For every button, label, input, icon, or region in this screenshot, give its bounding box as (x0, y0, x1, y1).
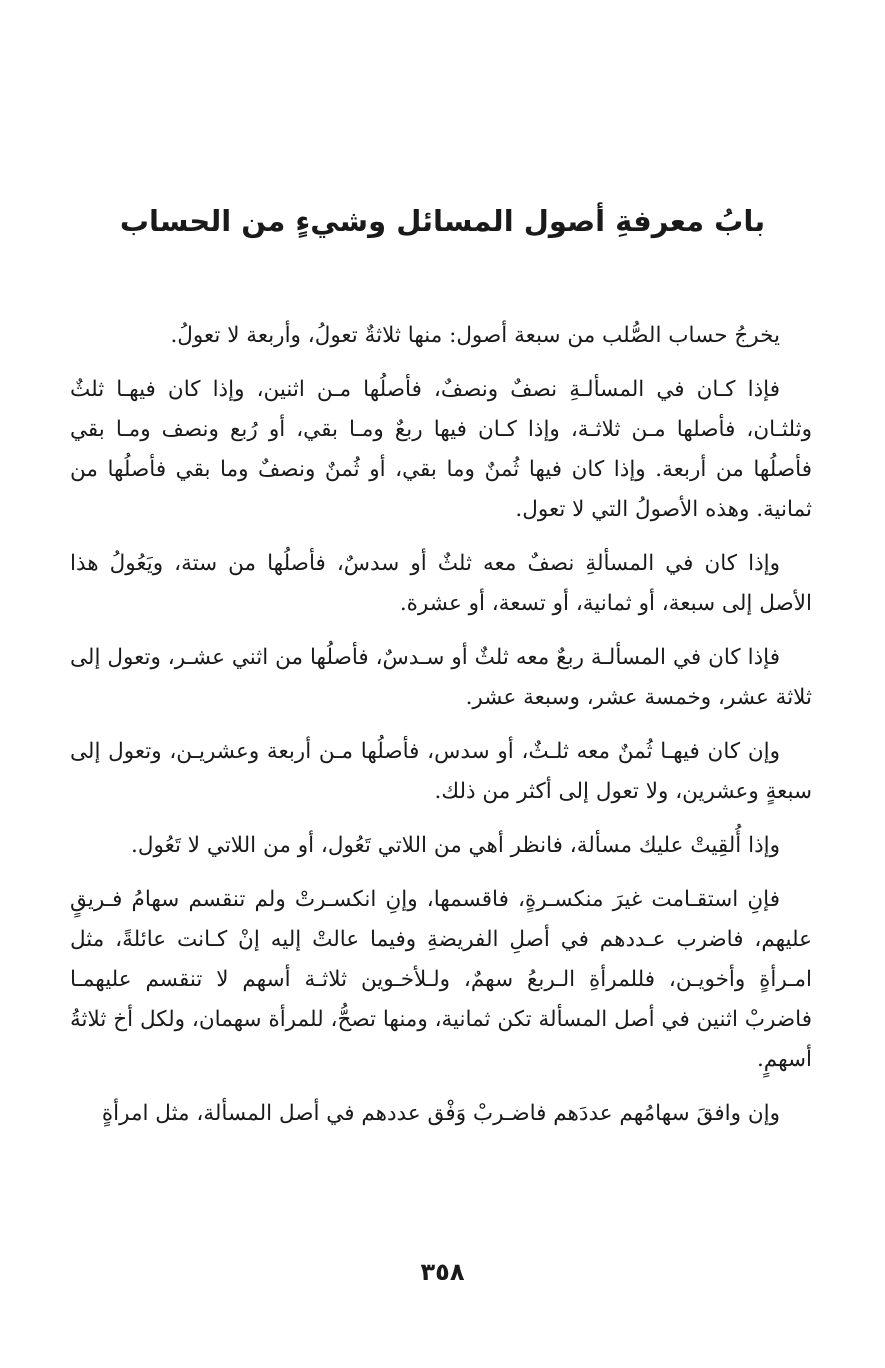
paragraph: يخرجُ حساب الصُّلب من سبعة أصول: منها ثلاثةٌ تعولُ، وأربعة لا تعولُ. (170, 323, 780, 348)
paragraph: وإن كان فيهـا ثُمنٌ معه ثلـثٌ، أو سدس، فأصلُها مـن أربعة وعشريـن، وتعول إلى سبعةٍ وعشرين، ولا تعول إلى أكثر من ذلك. (70, 739, 812, 804)
paragraph: وإن وافقَ سهامُهم عددَهم فاضـربْ وَفْق عددهم في أصل المسألة، مثل امرأةٍ (101, 1101, 780, 1126)
paragraph: وإذا كان في المسألةِ نصفٌ معه ثلثٌ أو سدسٌ، فأصلُها من ستة، ويَعُولُ هذا الأصل إلى سبعة، أو ثمانية، أو تسعة، أو عشرة. (70, 551, 812, 616)
paragraph: فإذا كان في المسألـة ربعٌ معه ثلثٌ أو سـدسٌ، فأصلُها من اثني عشـر، وتعول إلى ثلاثة عشر، وخمسة عشر، وسبعة عشر. (70, 645, 812, 710)
page-number: ٣٥٨ (420, 1258, 465, 1286)
paragraph: فإنِ استقـامت غيرَ منكسـرةٍ، فاقسمها، وإنِ انكسـرتْ ولم تنقسم سهامُ فـريقٍ عليهم، فاضرب عـددهم في أصلِ الفريضةِ وفيما عالتْ إليه إنْ كـانت عائلةً، مثل امـرأةٍ وأخويـن، فللمرأةِ الـربعُ سهمٌ، ولـلأخـوين ثلاثـة أسهم لا تنقسم عليهمـا فاضربْ اثنين في أصل المسألة تكن ثمانية، ومنها تصحُّ، للمرأة سهمان، ولكل أخ ثلاثةُ أسهمٍ. (70, 887, 812, 1072)
chapter-body (70, 316, 812, 1148)
chapter-title: بابُ معرفةِ أصول المسائل وشيءٍ من الحساب (119, 204, 766, 238)
paragraph: فإذا كـان في المسألـةِ نصفٌ ونصفٌ، فأصلُها مـن اثنين، وإذا كان فيهـا ثلثٌ وثلثـان، فأصلها مـن ثلاثـة، وإذا كـان فيها ربعٌ ومـا بقي، أو رُبع ونصف ومـا بقي فأصلُها من أربعة. وإذا كان فيها ثُمنٌ وما بقي، أو ثُمنٌ ونصفٌ وما بقي فأصلُها من ثمانية. وهذه الأصولُ التي لا تعول. (70, 377, 812, 522)
paragraph: وإذا أُلقِيتْ عليك مسألة، فانظر أهي من اللاتي تَعُول، أو من اللاتي لا تَعُول. (131, 833, 780, 858)
